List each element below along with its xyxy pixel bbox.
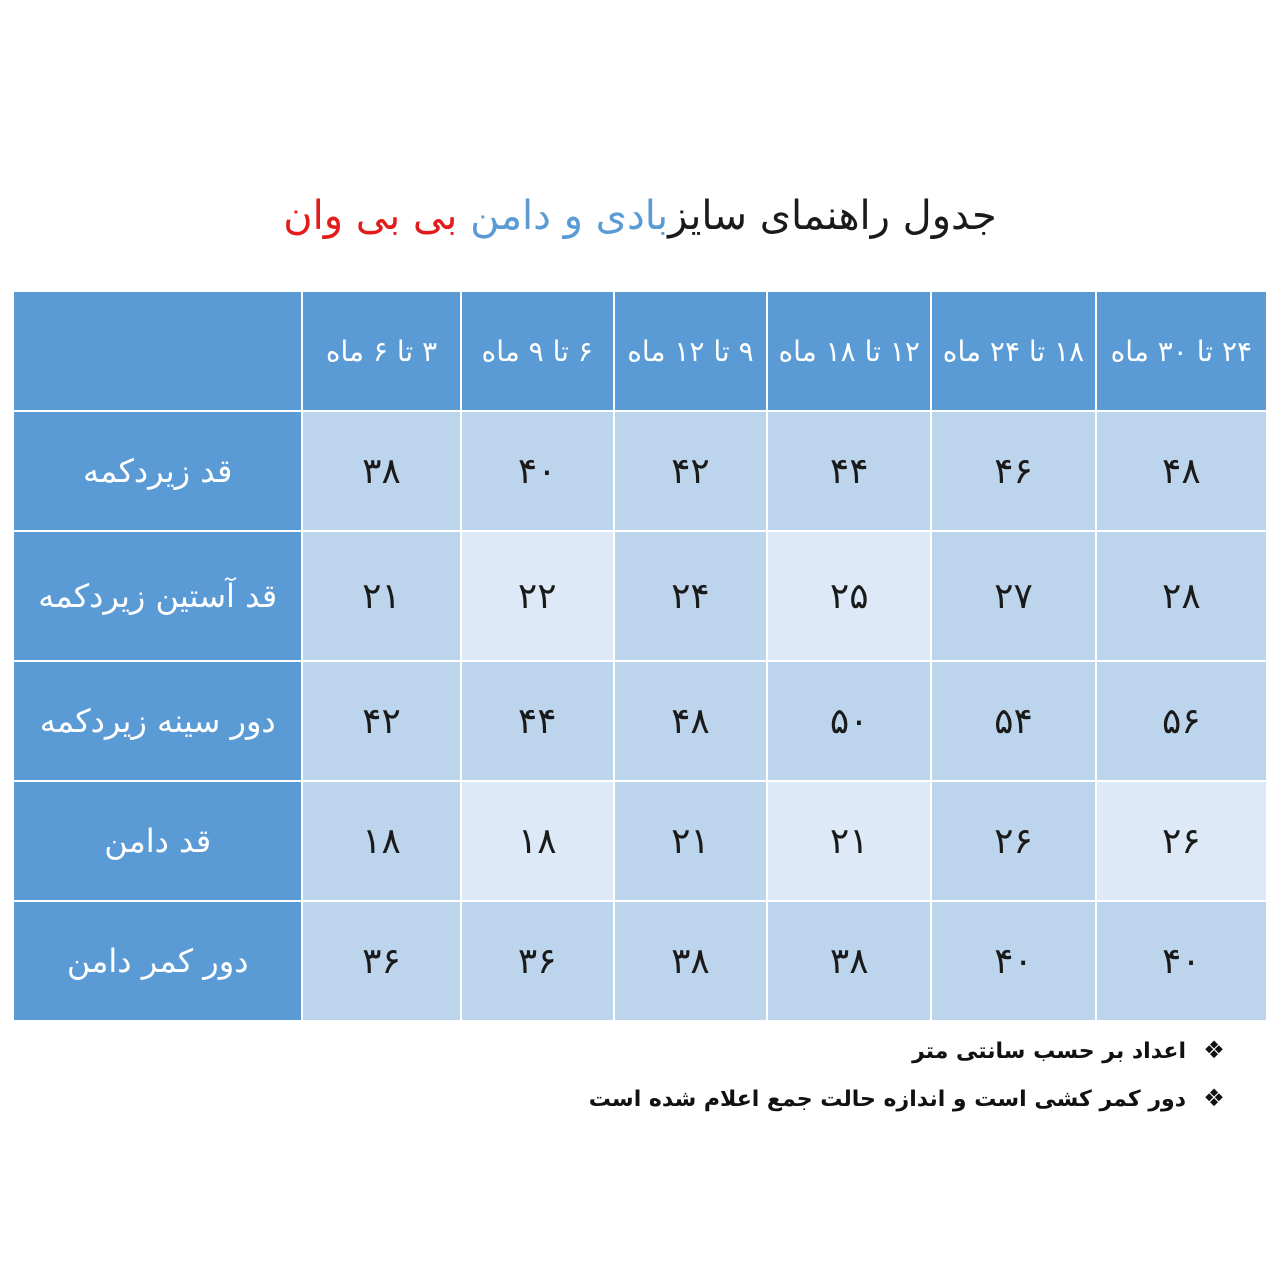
title-part-brand: بی بی وان [283,193,458,239]
column-header: ۲۴ تا ۳۰ ماه [1096,291,1267,411]
table-cell: ۳۶ [461,901,614,1021]
column-header: ۱۸ تا ۲۴ ماه [931,291,1095,411]
row-label: قد زیردکمه [13,411,302,531]
row-label: قد دامن [13,781,302,901]
row-label: دور سینه زیردکمه [13,661,302,781]
table-cell: ۲۲ [461,531,614,661]
table-cell: ۴۴ [767,411,931,531]
column-header: ۹ تا ۱۲ ماه [614,291,767,411]
table-cell: ۲۶ [1096,781,1267,901]
table-cell: ۲۴ [614,531,767,661]
row-label: قد آستین زیردکمه [13,531,302,661]
table-cell: ۴۰ [461,411,614,531]
table-row [13,901,1267,1021]
table-cell: ۲۱ [614,781,767,901]
table-cell: ۵۶ [1096,661,1267,781]
table-cell: ۴۰ [1096,901,1267,1021]
note-text: دور کمر کشی است و اندازه حالت جمع اعلام شده است [588,1087,1186,1112]
table-cell: ۴۸ [614,661,767,781]
page-title [0,188,1280,244]
column-header: ۳ تا ۶ ماه [302,291,460,411]
table-cell: ۴۸ [1096,411,1267,531]
table-cell: ۴۴ [461,661,614,781]
table-cell: ۳۸ [767,901,931,1021]
table-cell: ۴۶ [931,411,1095,531]
notes-list [589,1028,1228,1124]
table-cell: ۴۰ [931,901,1095,1021]
table-cell: ۵۰ [767,661,931,781]
note-item [589,1028,1228,1076]
title-part-main: جدول راهنمای سایز [668,193,997,239]
table-row [13,411,1267,531]
table-cell: ۴۲ [614,411,767,531]
table-cell: ۲۸ [1096,531,1267,661]
table-cell: ۱۸ [302,781,460,901]
table-row [13,531,1267,661]
table-cell: ۳۶ [302,901,460,1021]
table-cell: ۵۴ [931,661,1095,781]
note-item [589,1076,1228,1124]
note-text: اعداد بر حسب سانتی متر [912,1039,1186,1064]
table-cell: ۳۸ [614,901,767,1021]
table-row [13,661,1267,781]
table-cell: ۲۷ [931,531,1095,661]
table-cell: ۲۱ [767,781,931,901]
row-label: دور کمر دامن [13,901,302,1021]
table-row [13,781,1267,901]
table-cell: ۴۲ [302,661,460,781]
column-header: ۱۲ تا ۱۸ ماه [767,291,931,411]
corner-header-cell [13,291,302,411]
table-cell: ۲۵ [767,531,931,661]
diamond-bullet-icon: ❖ [1203,1084,1225,1112]
table-cell: ۲۶ [931,781,1095,901]
table-cell: ۳۸ [302,411,460,531]
column-header: ۶ تا ۹ ماه [461,291,614,411]
diamond-bullet-icon: ❖ [1203,1036,1225,1064]
size-table [12,290,1268,1022]
table-cell: ۲۱ [302,531,460,661]
table-cell: ۱۸ [461,781,614,901]
title-part-product: بادی و دامن [470,193,669,239]
table-header-row [13,291,1267,411]
